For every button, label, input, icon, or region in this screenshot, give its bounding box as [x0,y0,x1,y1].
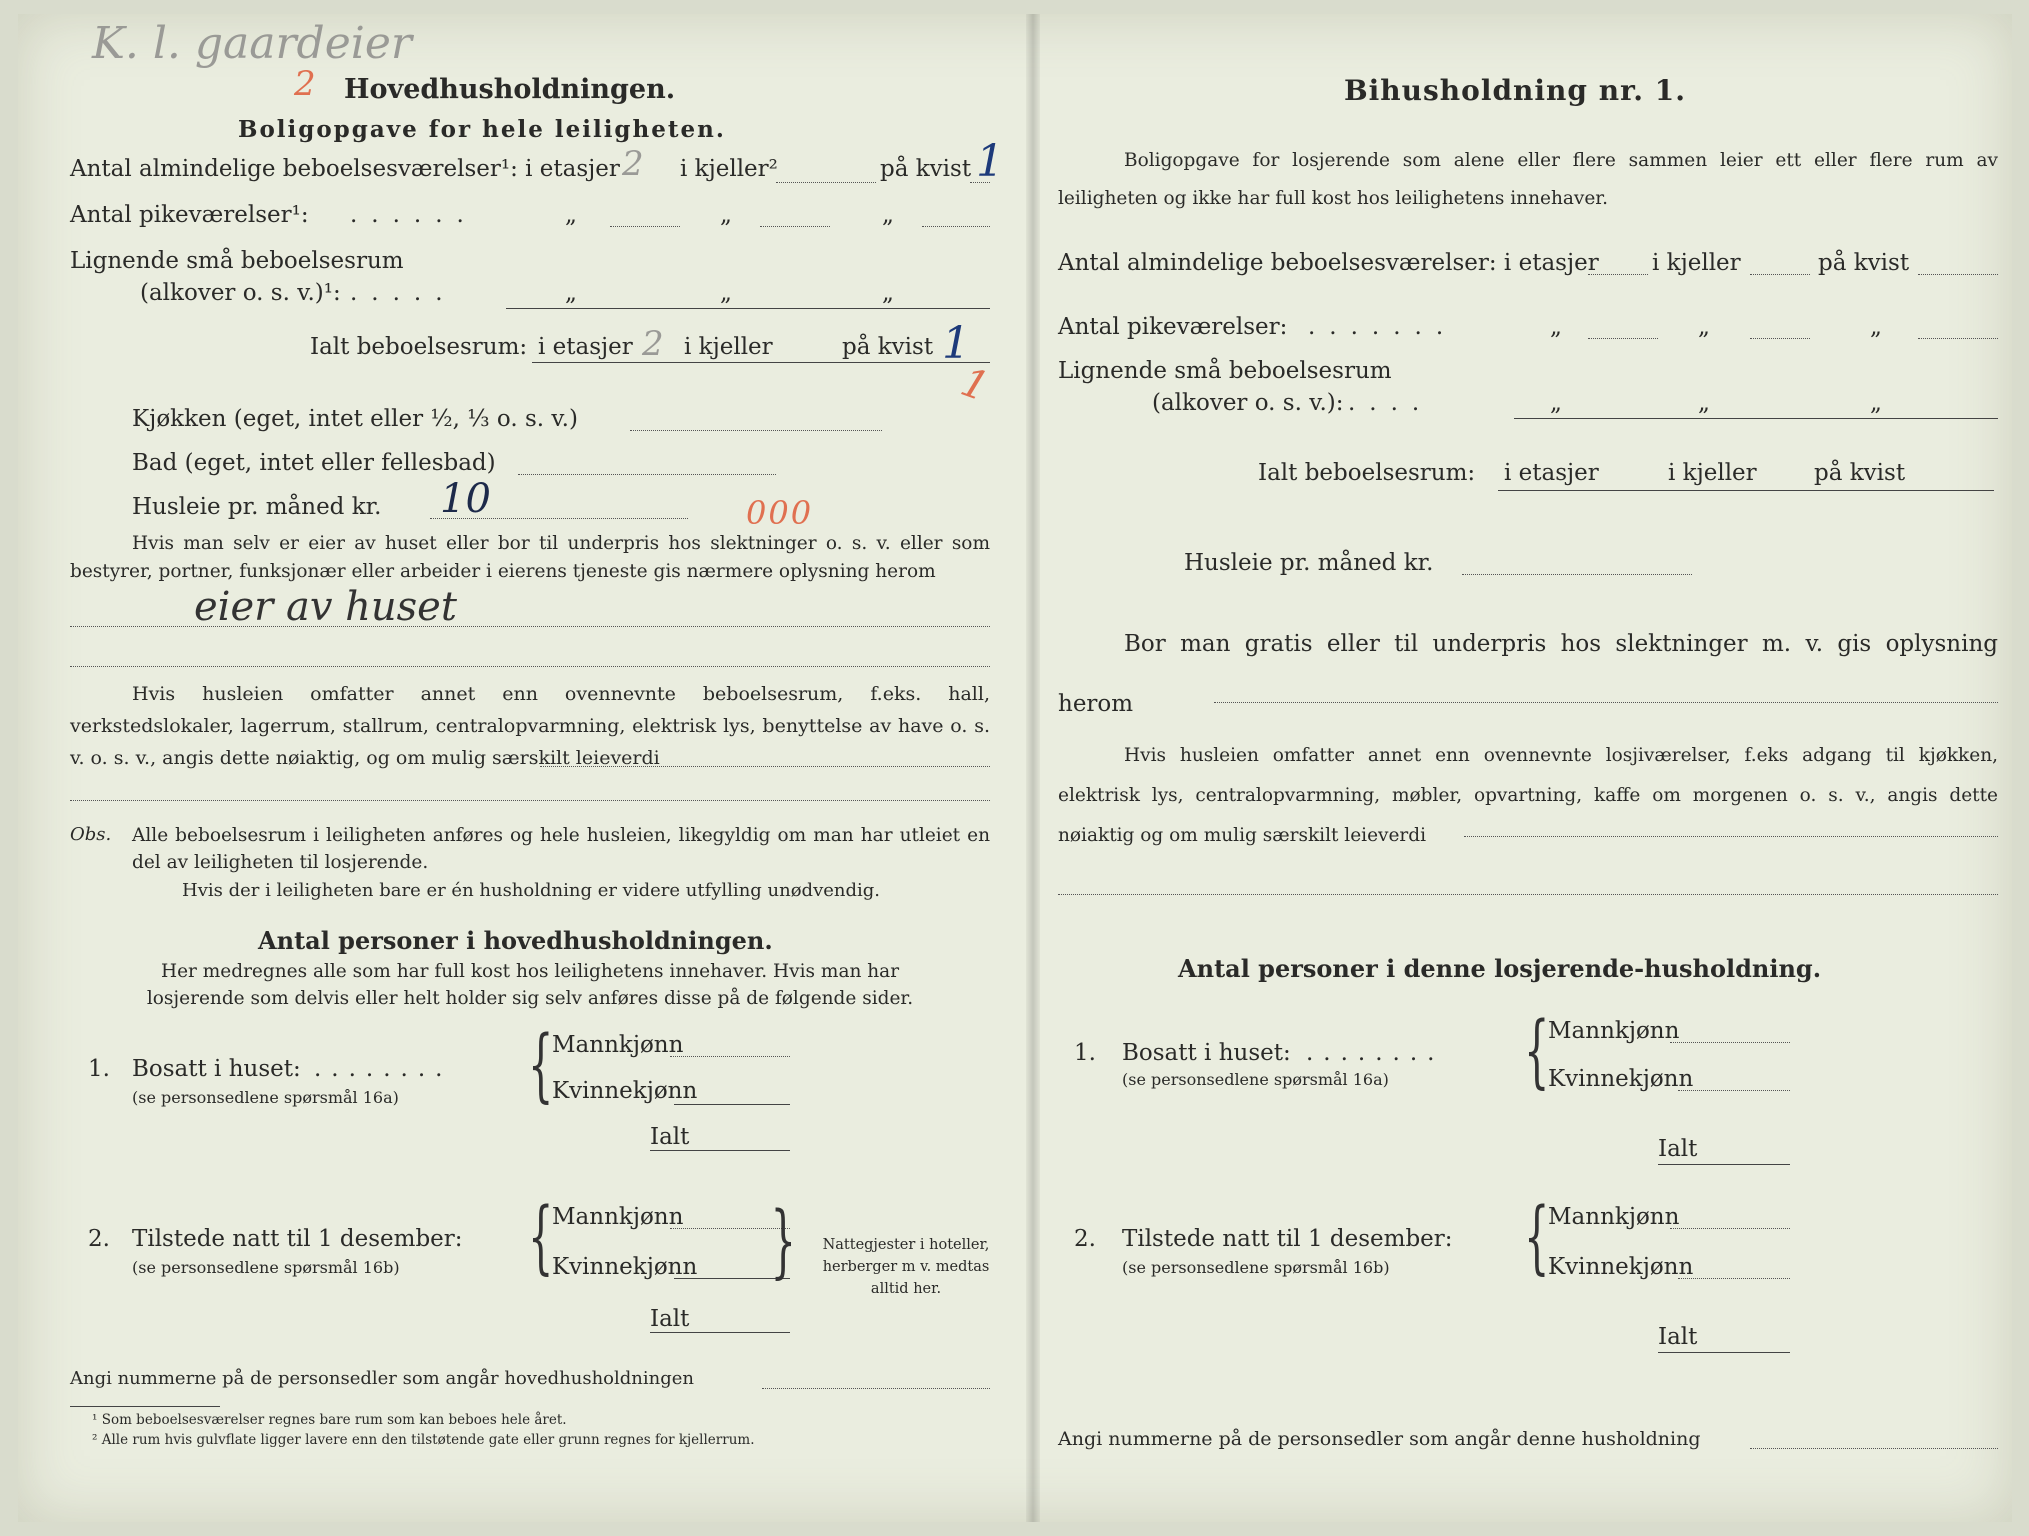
person-numbers-field[interactable] [762,1388,990,1389]
sub-q2-female-field[interactable] [1678,1278,1790,1279]
page-title: Hovedhusholdningen. [344,74,676,105]
sub-maid-dots: ....... [1308,314,1458,340]
alcove-label-2: (alkover o. s. v.)¹: [140,280,341,306]
ditto-mark: „ [1698,314,1710,340]
persons-instructions: Her medregnes alle som har full kost hos leilighetens innehaver. Hvis man har losjerende som delvis eller helt holder sig selv anføres disse på de følgende sider. [146,961,914,1009]
sub-q2-sub: (se personsedlene spørsmål 16b) [1122,1258,1390,1277]
q1-brace: { [528,1018,554,1111]
sub-maid-label: Antal pikeværelser: [1058,314,1288,340]
owner-answer-line-2[interactable] [70,666,990,667]
census-form-sheet [18,14,2012,1522]
obs-text: Alle beboelsesrum i leiligheten anføres og hele husleien, likegyldig om man har utleiet en del av leiligheten til losjerende. [132,825,990,873]
kitchen-field[interactable] [630,430,882,431]
q2-label: Tilstede natt til 1 desember: [132,1226,463,1252]
rooms-kvist-label: på kvist [880,156,972,182]
sub-rooms-kjeller-label: i kjeller [1652,250,1741,276]
sub-rent-includes-line-2[interactable] [1058,894,1998,895]
sub-persons-title: Antal personer i denne losjerende-husholdning. [1178,954,1822,983]
sub-q1-total-field[interactable] [1658,1164,1790,1165]
q1-female-label: Kvinnekjønn [552,1078,698,1104]
sub-q2-label: Tilstede natt til 1 desember: [1122,1226,1453,1252]
ditto-mark: „ [1698,390,1710,416]
sub-rooms-kvist-field[interactable] [1918,274,1998,275]
owner-instructions: Hvis man selv er eier av huset eller bor til underpris hos slektninger o. s. v. eller som bestyrer, portner, funksjonær eller arbeider i eierens tjeneste gis nærmere oplysning herom [70,533,990,582]
sub-person-numbers-field[interactable] [1750,1448,1998,1449]
q1-male-field[interactable] [670,1056,790,1057]
q1-male-label: Mannkjønn [552,1032,684,1058]
q2-total-label: Ialt [650,1306,690,1332]
sub-total-line[interactable] [1498,490,1994,491]
q1-total-label: Ialt [650,1124,690,1150]
maid-etasjer-field[interactable] [610,226,680,227]
q1-label: Bosatt i huset: [132,1056,301,1082]
total-rooms-label: Ialt beboelsesrum: [310,334,528,360]
sub-intro: Boligopgave for losjerende som alene eller flere sammen leier ett eller flere rum av leiligheten og ikke har full kost hos leilighetens innehaver. [1058,150,1998,209]
sub-q2-total-field[interactable] [1658,1352,1790,1353]
sub-maid-kvist-field[interactable] [1918,338,1998,339]
page-fold [1026,14,1040,1522]
bath-field[interactable] [518,474,776,475]
ditto-mark: „ [1870,390,1882,416]
sub-q1-male-field[interactable] [1670,1042,1790,1043]
person-numbers-label: Angi nummerne på de personsedler som angår hovedhusholdningen [70,1368,694,1389]
q2-male-label: Mannkjønn [552,1204,684,1230]
handwritten-occupation: K. l. gaardeier [92,18,412,69]
handwritten-number: 2 [294,64,316,104]
owner-answer: eier av huset [194,584,457,630]
sub-rooms-kjeller-field[interactable] [1750,274,1810,275]
q2-sub: (se personsedlene spørsmål 16b) [132,1258,400,1277]
total-kvist-label: på kvist [842,334,934,360]
total-kjeller-label: i kjeller [684,334,773,360]
obs-text-2: Hvis der i leiligheten bare er én husholdning er videre utfylling unødvendig. [182,880,881,901]
q2-number: 2. [88,1226,110,1252]
rent-field[interactable] [430,518,688,519]
bath-label: Bad (eget, intet eller fellesbad) [132,450,496,476]
q1-number: 1. [88,1056,110,1082]
sub-total-kjeller-label: i kjeller [1668,460,1757,486]
sub-total-label: Ialt beboelsesrum: [1258,460,1476,486]
main-household-page [70,14,1004,1522]
sub-q1-total-label: Ialt [1658,1136,1698,1162]
ditto-mark: „ [720,280,732,306]
sub-rent-includes-field[interactable] [1464,836,1998,837]
q1-sub: (se personsedlene spørsmål 16a) [132,1088,399,1107]
page-subtitle: Boligopgave for hele leiligheten. [238,116,726,143]
sub-q2-total-label: Ialt [1658,1324,1698,1350]
sub-total-etasjer-label: i etasjer [1504,460,1599,486]
rent-includes-field[interactable] [540,766,990,767]
sub-total-kvist-label: på kvist [1814,460,1906,486]
footnote-rule [70,1406,220,1407]
sub-maid-kjeller-field[interactable] [1750,338,1810,339]
rooms-kvist-value: 1 [976,136,1004,187]
sub-q2-number: 2. [1074,1226,1096,1252]
total-etasjer-label: i etasjer [538,334,633,360]
q2-total-field[interactable] [650,1332,790,1333]
sub-maid-etasjer-field[interactable] [1588,338,1658,339]
q2-female-label: Kvinnekjønn [552,1254,698,1280]
sub-rent-field[interactable] [1462,574,1692,575]
ditto-mark: „ [1550,390,1562,416]
maid-rooms-label: Antal pikeværelser¹: [70,202,309,228]
sub-q1-dots: ........ [1306,1040,1445,1066]
kitchen-label: Kjøkken (eget, intet eller ½, ⅓ o. s. v.) [132,406,578,432]
rooms-kjeller-label: i kjeller² [680,156,778,182]
ditto-mark: „ [882,280,894,306]
sub-q1-female-field[interactable] [1678,1090,1790,1091]
rent-includes-line-2[interactable] [70,800,990,801]
total-etasjer-value: 2 [642,324,664,364]
alcove-fields-line[interactable] [506,308,990,309]
total-kvist-value: 1 [942,318,970,369]
ditto-mark: „ [565,202,577,228]
maid-kjeller-field[interactable] [760,226,830,227]
sub-alcove-label: Lignende små beboelsesrum [1058,358,1392,384]
rooms-etasjer-value: 2 [622,144,644,184]
q1-dots: ........ [314,1056,453,1082]
maid-kvist-field[interactable] [922,226,990,227]
sub-q2-brace: { [1524,1190,1550,1283]
rent-value: 10 [440,476,491,522]
sub-q1-number: 1. [1074,1040,1096,1066]
ditto-mark: „ [1550,314,1562,340]
sub-alcove-fields-line[interactable] [1514,418,1998,419]
obs-label: Obs. [70,824,112,845]
owner-answer-line-1[interactable] [70,626,990,627]
sub-alcove-label-2: (alkover o. s. v.): [1152,390,1344,416]
sub-rooms-kvist-label: på kvist [1818,250,1910,276]
maid-rooms-dots: ...... [350,202,478,228]
rent-annotation: 000 [746,494,814,532]
footnote-2: ² Alle rum hvis gulvflate ligger lavere enn den tilstøtende gate eller grunn regnes for kjellerrum. [92,1432,755,1448]
rooms-label: Antal almindelige beboelsesværelser¹: i etasjer [70,156,620,182]
sub-alcove-dots: .... [1348,390,1434,416]
sub-q1-male-label: Mannkjønn [1548,1018,1680,1044]
sub-q1-label: Bosatt i huset: [1122,1040,1291,1066]
alcove-dots: ..... [350,280,457,306]
sub-gratis-field[interactable] [1214,702,1998,703]
footnote-1: ¹ Som beboelsesværelser regnes bare rum som kan beboes hele året. [92,1412,567,1428]
sub-q1-female-label: Kvinnekjønn [1548,1066,1694,1092]
q1-female-field[interactable] [674,1104,790,1105]
sub-rooms-etasjer-field[interactable] [1588,274,1648,275]
ditto-mark: „ [882,202,894,228]
sub-household-page [1058,14,1998,1522]
sub-q1-brace: { [1524,1004,1550,1097]
sub-rent-includes-text: Hvis husleien omfatter annet enn ovennevnte losjiværelser, f.eks adgang til kjøkken, elektrisk lys, centralopvarmning, møbler, opvartning, kaffe om morgenen o. s. v., angis dette nøiaktig og om mulig særskilt leieverdi [1058,745,1998,846]
night-guests-note: Nattegjester i hoteller, herberger m v. medtas alltid her. [822,1237,990,1297]
q2-brace: { [528,1190,554,1283]
ditto-mark: „ [720,202,732,228]
sub-person-numbers-label: Angi nummerne på de personsedler som angår denne husholdning [1058,1428,1701,1450]
sub-q2-male-label: Mannkjønn [1548,1204,1680,1230]
sub-rooms-label: Antal almindelige beboelsesværelser: i etasjer [1058,250,1599,276]
alcove-label: Lignende små beboelsesrum [70,248,404,274]
rooms-kjeller-field[interactable] [776,182,876,183]
persons-title: Antal personer i hovedhusholdningen. [258,926,773,955]
total-rooms-line[interactable] [532,362,990,363]
rent-label: Husleie pr. måned kr. [132,494,382,520]
sub-q1-sub: (se personsedlene spørsmål 16a) [1122,1070,1389,1089]
ditto-mark: „ [565,280,577,306]
rent-includes-instructions: Hvis husleien omfatter annet enn ovennevnte beboelsesrum, f.eks. hall, verkstedslokaler, lagerrum, stallrum, centralopvarmning, elektrisk lys, benyttelse av have o. s. v. o. s. v., angis dette nøiaktig, og om mulig særskilt leieverdi [70,683,990,769]
q1-total-field[interactable] [650,1150,790,1151]
ditto-mark: „ [1870,314,1882,340]
sub-title: Bihusholdning nr. 1. [1344,74,1686,107]
sub-q2-male-field[interactable] [1670,1228,1790,1229]
sub-rent-label: Husleie pr. måned kr. [1184,550,1434,576]
q2-close-brace: { [770,1194,796,1287]
sub-q2-female-label: Kvinnekjønn [1548,1254,1694,1280]
sub-gratis-text: Bor man gratis eller til underpris hos slektninger m. v. gis oplysning herom [1058,631,1998,717]
red-check-mark: 1 [954,359,995,411]
